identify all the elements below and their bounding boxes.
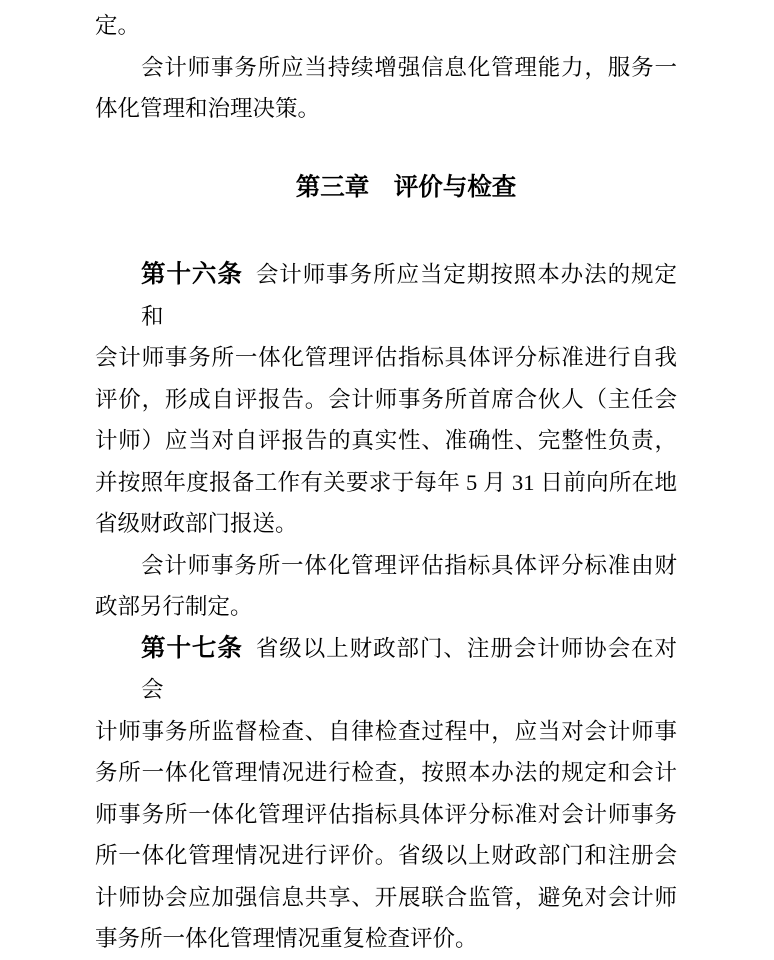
article-17-text: 省级以上财政部门、注册会计师协会在对会 xyxy=(141,635,677,702)
paragraph-line: 并按照年度报备工作有关要求于每年 5 月 31 日前向所在地 xyxy=(95,469,677,495)
paragraph-line: 所一体化管理情况进行评价。省级以上财政部门和注册会 xyxy=(95,843,677,868)
paragraph-continuation-line: 定。 xyxy=(95,13,141,38)
paragraph-line: 计师）应当对自评报告的真实性、准确性、完整性负责， xyxy=(95,428,677,453)
article-16-text: 会计师事务所应当定期按照本办法的规定和 xyxy=(141,262,677,329)
chapter-heading: 第三章 评价与检查 xyxy=(295,173,517,201)
paragraph-line: 会计师事务所一体化管理评估指标具体评分标准由财 xyxy=(141,552,677,578)
paragraph-line: 师事务所一体化管理评估指标具体评分标准对会计师事务 xyxy=(95,801,677,827)
paragraph-line: 计师事务所监督检查、自律检查过程中，应当对会计师事 xyxy=(95,718,677,744)
article-16-first-line xyxy=(95,254,677,337)
article-16-number: 第十六条 xyxy=(141,261,243,288)
paragraph-line: 体化管理和治理决策。 xyxy=(95,96,321,121)
paragraph-line: 事务所一体化管理情况重复检查评价。 xyxy=(95,926,478,951)
paragraph-line: 省级财政部门报送。 xyxy=(95,511,298,536)
paragraph-line: 评价，形成自评报告。会计师事务所首席合伙人（主任会 xyxy=(95,386,677,412)
article-17-first-line xyxy=(95,628,677,711)
paragraph-line: 计师协会应加强信息共享、开展联合监管，避免对会计师 xyxy=(95,884,677,910)
paragraph-line: 务所一体化管理情况进行检查，按照本办法的规定和会计 xyxy=(95,760,677,785)
paragraph-line: 政部另行制定。 xyxy=(95,594,253,619)
article-17-number: 第十七条 xyxy=(141,634,243,662)
paragraph-line: 会计师事务所应当持续增强信息化管理能力，服务一 xyxy=(141,54,677,80)
paragraph-line: 会计师事务所一体化管理评估指标具体评分标准进行自我 xyxy=(95,345,677,370)
